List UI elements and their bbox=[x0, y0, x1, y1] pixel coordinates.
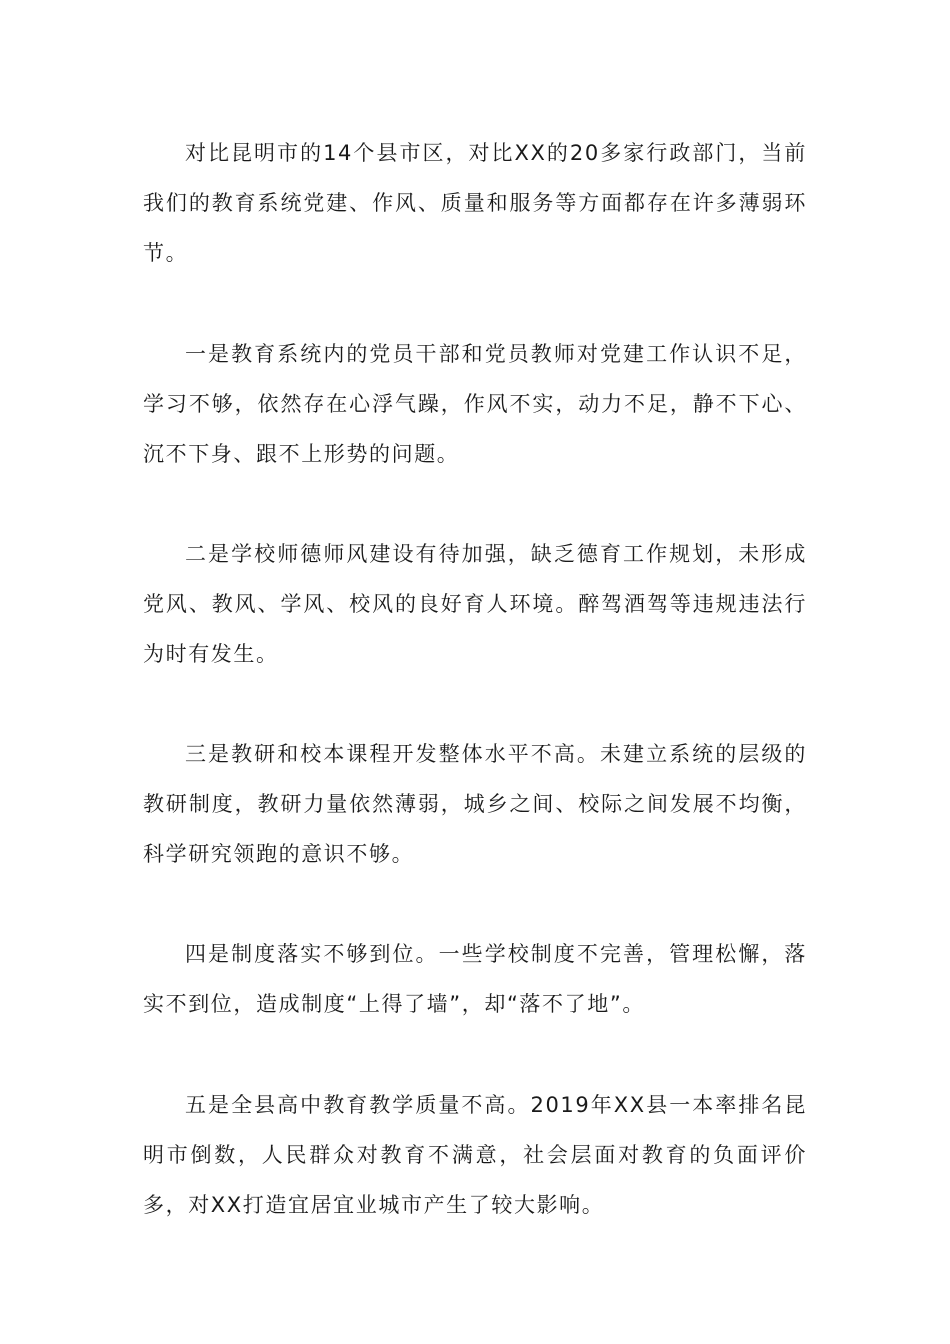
paragraph-point-two: 二是学校师德师风建设有待加强，缺乏德育工作规划，未形成党风、教风、学风、校风的良好育人环境。醉驾酒驾等违规违法行为时有发生。 bbox=[143, 542, 807, 666]
paragraph-point-three: 三是教研和校本课程开发整体水平不高。未建立系统的层级的教研制度，教研力量依然薄弱，城乡之间、校际之间发展不均衡，科学研究领跑的意识不够。 bbox=[143, 742, 807, 866]
paragraph-point-one: 一是教育系统内的党员干部和党员教师对党建工作认识不足，学习不够，依然存在心浮气躁，作风不实，动力不足，静不下心、沉不下身、跟不上形势的问题。 bbox=[143, 342, 807, 466]
paragraph-intro: 对比昆明市的14个县市区，对比XX的20多家行政部门，当前我们的教育系统党建、作风、质量和服务等方面都存在许多薄弱环节。 bbox=[143, 141, 807, 265]
paragraph-point-four: 四是制度落实不够到位。一些学校制度不完善，管理松懈，落实不到位，造成制度“上得了墙”，却“落不了地”。 bbox=[143, 942, 807, 1016]
paragraph-point-five: 五是全县高中教育教学质量不高。2019年XX县一本率排名昆明市倒数，人民群众对教育不满意，社会层面对教育的负面评价多，对XX打造宜居宜业城市产生了较大影响。 bbox=[143, 1093, 807, 1217]
